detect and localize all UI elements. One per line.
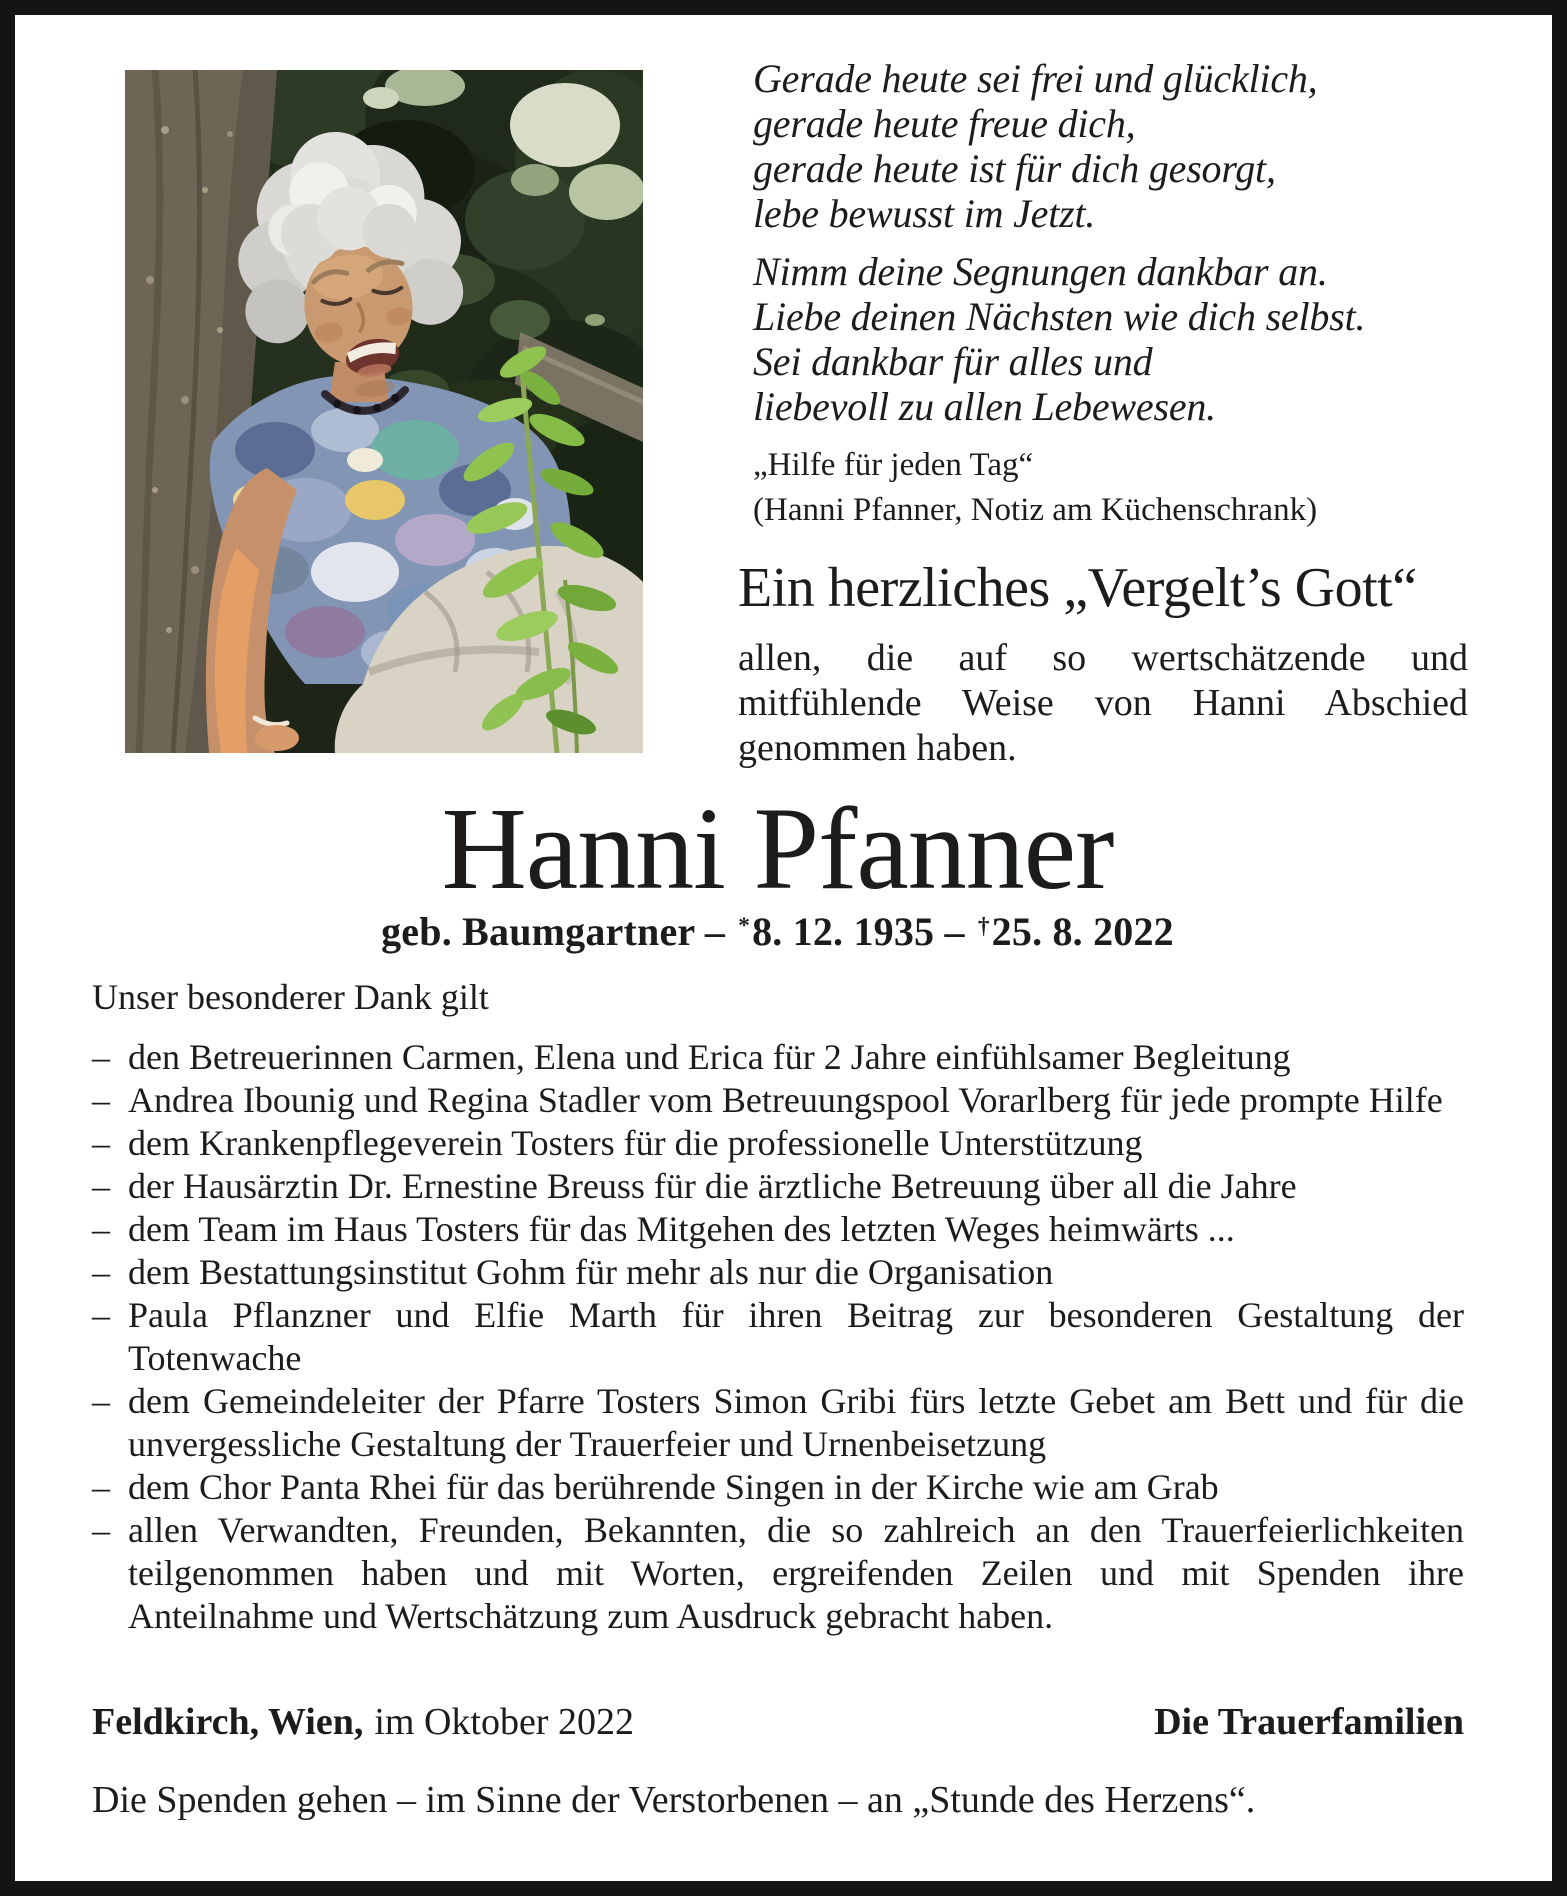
thanks-list-item — [92, 1165, 1464, 1208]
thanks-list-item-text: dem Krankenpflegeverein Tosters für die professionelle Unterstützung — [128, 1123, 1143, 1163]
list-dash: – — [92, 1252, 110, 1292]
death-dagger-symbol: † — [977, 912, 990, 939]
thanks-list-intro: Unser besonderer Dank gilt — [92, 977, 489, 1017]
thanks-list-item-text: dem Chor Panta Rhei für das berührende Singen in der Kirche wie am Grab — [128, 1467, 1219, 1507]
portrait-photo-illustration — [125, 70, 643, 753]
deceased-name: Hanni Pfanner — [441, 783, 1114, 914]
list-dash: – — [92, 1467, 110, 1507]
quote-source — [753, 443, 1483, 533]
thanks-list-item — [92, 1509, 1464, 1638]
thanks-list-item-text: dem Bestattungsinstitut Gohm für mehr als nur die Organisation — [128, 1252, 1054, 1292]
death-date: 25. 8. 2022 — [991, 909, 1174, 954]
birth-star-symbol: * — [738, 912, 751, 939]
quote-source-title: „Hilfe für jeden Tag“ — [753, 447, 1034, 483]
quote-line: gerade heute freue dich, — [753, 101, 1136, 146]
birth-date: 8. 12. 1935 — [752, 909, 935, 954]
quote-line: Liebe deinen Nächsten wie dich selbst. — [753, 294, 1366, 339]
quote-stanza-1 — [753, 56, 1483, 236]
list-dash: – — [92, 1080, 110, 1120]
thanks-list-item-text: Andrea Ibounig und Regina Stadler vom Betreuungspool Vorarlberg für jede prompte Hilfe — [128, 1080, 1443, 1120]
quote-line: gerade heute ist für dich gesorgt, — [753, 146, 1276, 191]
portrait-photo — [125, 70, 643, 753]
list-dash: – — [92, 1295, 110, 1335]
quote-stanza-2 — [753, 249, 1483, 429]
thanks-list-item — [92, 1122, 1464, 1165]
place-date — [92, 1700, 634, 1746]
thanks-heading: Ein herzliches „Vergelt’s Gott“ — [738, 557, 1417, 619]
vitals-prefix: geb. Baumgartner – — [381, 909, 736, 954]
mourning-families-signature: Die Trauerfamilien — [1154, 1701, 1464, 1743]
date-text: im Oktober 2022 — [374, 1701, 634, 1743]
thanks-list-item — [92, 1294, 1464, 1380]
list-dash: – — [92, 1381, 110, 1421]
thanks-list-item — [92, 1380, 1464, 1466]
thanks-list-item-text: allen Verwandten, Freunden, Bekannten, die so zahlreich an den Trauerfeierlichkeiten teilgenommen haben und mit Worten, ergreifenden Zeilen und mit Spenden ihre Anteilnahme und Wertschätzung zum Ausdruck gebracht haben. — [128, 1510, 1464, 1636]
deceased-vitals — [90, 908, 1465, 955]
thanks-list-item — [92, 1208, 1464, 1251]
thanks-list-item-text: Paula Pflanzner und Elfie Marth für ihren Beitrag zur besonderen Gestaltung der Totenwache — [128, 1295, 1464, 1378]
quote-source-attribution: (Hanni Pfanner, Notiz am Küchenschrank) — [753, 492, 1318, 528]
thanks-list-item — [92, 1079, 1464, 1122]
donation-note: Die Spenden gehen – im Sinne der Verstorbenen – an „Stunde des Herzens“. — [92, 1779, 1256, 1821]
quote-line: liebevoll zu allen Lebewesen. — [753, 384, 1216, 429]
list-dash: – — [92, 1123, 110, 1163]
thanks-list-item-text: dem Gemeindeleiter der Pfarre Tosters Simon Gribi fürs letzte Gebet am Bett und für die unvergessliche Gestaltung der Trauerfeier und Urnenbeisetzung — [128, 1381, 1464, 1464]
quote-line: Nimm deine Segnungen dankbar an. — [753, 249, 1328, 294]
quote-line: Sei dankbar für alles und — [753, 339, 1153, 384]
thanks-list-item-text: der Hausärztin Dr. Ernestine Breuss für die ärztliche Betreuung über all die Jahre — [128, 1166, 1297, 1206]
list-dash: – — [92, 1037, 110, 1077]
thanks-list-item — [92, 1036, 1464, 1079]
thanks-list — [92, 1036, 1464, 1638]
list-dash: – — [92, 1209, 110, 1249]
thanks-list-item — [92, 1251, 1464, 1294]
thanks-list-item-text: den Betreuerinnen Carmen, Elena und Erica für 2 Jahre einfühlsamer Begleitung — [128, 1037, 1291, 1077]
thanks-list-item-text: dem Team im Haus Tosters für das Mitgehen des letzten Weges heimwärts ... — [128, 1209, 1235, 1249]
vitals-separator: – — [934, 909, 975, 954]
thanks-list-item — [92, 1466, 1464, 1509]
footer-row — [92, 1700, 1464, 1746]
place-names: Feldkirch, Wien, — [92, 1701, 364, 1743]
list-dash: – — [92, 1510, 110, 1550]
quote-line: Gerade heute sei frei und glücklich, — [753, 56, 1318, 101]
list-dash: – — [92, 1166, 110, 1206]
thanks-intro-paragraph: allen, die auf so wertschätzende und mitfühlende Weise von Hanni Abschied genommen haben. — [738, 637, 1468, 769]
quote-line: lebe bewusst im Jetzt. — [753, 191, 1096, 236]
quote-block — [753, 56, 1483, 533]
